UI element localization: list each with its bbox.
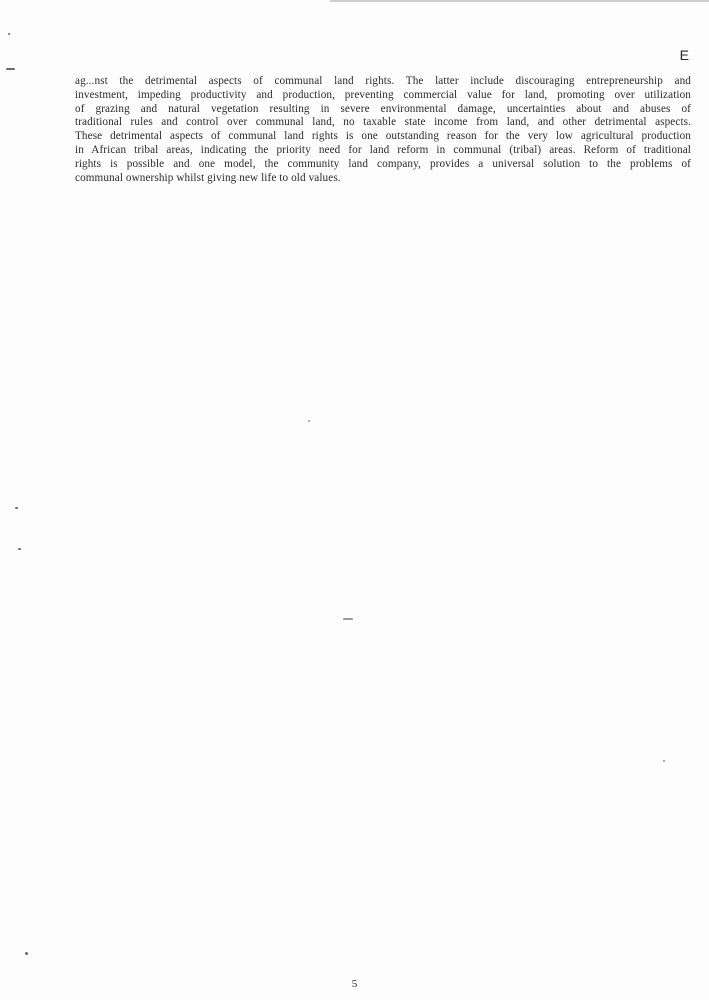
scan-speck: [25, 952, 28, 955]
paragraph-line: traditional rules and control over communal land, no taxable state income from land, and other detrimental aspects.: [75, 116, 691, 129]
page-number: 5: [351, 978, 358, 990]
paragraph-line: in African tribal areas, indicating the priority need for land reform in communal (tribal) areas. Reform of traditional: [75, 143, 691, 156]
paragraph-line: rights is possible and one model, the community land company, provides a universal solution to the problems of: [75, 157, 691, 170]
corner-marker: E: [679, 47, 689, 63]
paragraph-line: investment, impeding productivity and production, preventing commercial value for land, promoting over utilization: [75, 88, 691, 101]
paragraph-line: ag...nst the detrimental aspects of communal land rights. The latter include discouraging entrepreneurship and: [75, 75, 691, 87]
paragraph-line: of grazing and natural vegetation resulting in severe environmental damage, uncertainties about and abuses of: [75, 102, 691, 115]
paragraph-line: These detrimental aspects of communal land rights is one outstanding reason for the very low agricultural production: [75, 130, 691, 143]
scan-speck: [15, 507, 18, 509]
scan-speck: [343, 618, 353, 620]
scan-speck: [8, 33, 10, 35]
scan-speck: [663, 760, 665, 762]
paragraph-line: communal ownership whilst giving new life to old values.: [75, 171, 341, 184]
scan-speck: [18, 548, 21, 550]
scan-speck: [6, 68, 15, 70]
body-paragraph: [75, 75, 691, 185]
page-top-edge: [330, 0, 709, 2]
scan-speck: [308, 420, 310, 422]
